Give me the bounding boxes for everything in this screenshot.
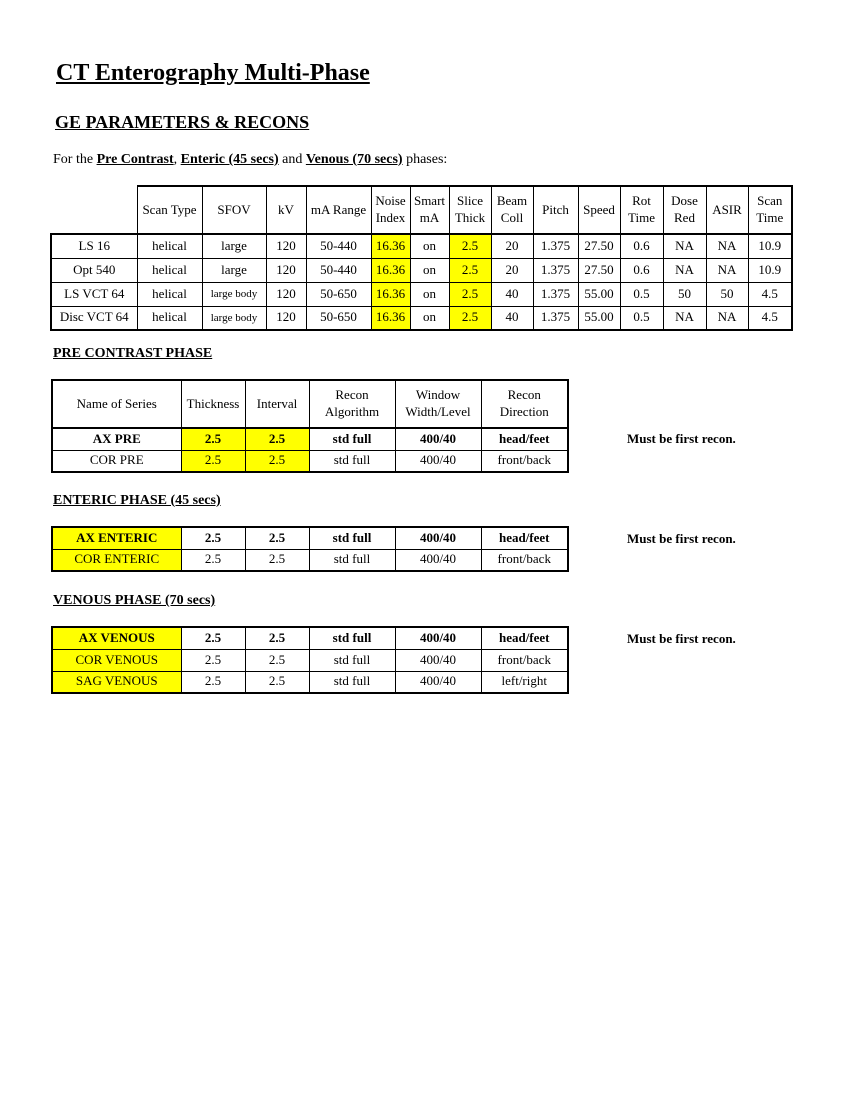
- section-title-pre-contrast: PRE CONTRAST PHASE: [53, 346, 213, 361]
- params-header-blank: [51, 186, 137, 234]
- params-header-cell: mA Range: [306, 186, 371, 234]
- params-cell: 120: [266, 258, 306, 282]
- recon-header-cell: Recon Algorithm: [309, 380, 395, 428]
- params-cell: 10.9: [748, 234, 792, 258]
- params-cell: 1.375: [533, 306, 578, 330]
- params-cell-slice-thick: 2.5: [449, 258, 491, 282]
- intro-and: and: [278, 152, 306, 167]
- params-cell: on: [410, 258, 449, 282]
- recon-row-cor-pre: [52, 450, 568, 472]
- params-cell-noise-index: 16.36: [371, 306, 410, 330]
- document-title: CT Enterography Multi-Phase: [56, 60, 370, 86]
- pre-contrast-table: [51, 379, 569, 473]
- recon-cell: 2.5: [245, 527, 309, 549]
- params-cell: 4.5: [748, 282, 792, 306]
- params-cell-slice-thick: 2.5: [449, 282, 491, 306]
- params-header-cell: Beam Coll: [491, 186, 533, 234]
- recon-cell: 2.5: [245, 627, 309, 649]
- recon-cell: std full: [309, 627, 395, 649]
- recon-cell: 400/40: [395, 627, 481, 649]
- params-cell: 4.5: [748, 306, 792, 330]
- recon-cell: 400/40: [395, 549, 481, 571]
- intro-venous: Venous (70 secs): [305, 152, 403, 167]
- intro-text: [53, 152, 447, 168]
- recon-row-cor-venous: [52, 649, 568, 671]
- intro-comma: ,: [173, 152, 181, 167]
- recon-header-row: [52, 380, 568, 428]
- params-cell: on: [410, 234, 449, 258]
- scanner-parameters-table: [50, 185, 793, 331]
- params-cell: 50-650: [306, 282, 371, 306]
- recon-row-ax-venous: [52, 627, 568, 649]
- params-cell: 50-440: [306, 234, 371, 258]
- params-cell: LS VCT 64: [51, 282, 137, 306]
- params-cell: Disc VCT 64: [51, 306, 137, 330]
- params-cell: LS 16: [51, 234, 137, 258]
- params-cell: on: [410, 282, 449, 306]
- recon-cell: COR ENTERIC: [52, 549, 181, 571]
- params-cell: NA: [706, 258, 748, 282]
- params-cell: NA: [706, 234, 748, 258]
- recon-cell: 400/40: [395, 428, 481, 450]
- intro-suffix: phases:: [402, 152, 448, 167]
- params-cell: 120: [266, 282, 306, 306]
- params-header-cell: Slice Thick: [449, 186, 491, 234]
- recon-cell: 2.5: [181, 627, 245, 649]
- recon-cell: 2.5: [245, 549, 309, 571]
- section-title-enteric: ENTERIC PHASE (45 secs): [53, 493, 221, 508]
- params-header-cell: ASIR: [706, 186, 748, 234]
- recon-cell: 2.5: [245, 450, 309, 472]
- recon-cell: AX PRE: [52, 428, 181, 450]
- params-header-cell: Pitch: [533, 186, 578, 234]
- params-header-row: [51, 186, 792, 234]
- recon-header-cell: Name of Series: [52, 380, 181, 428]
- params-cell: large: [202, 234, 266, 258]
- recon-header-cell: Window Width/Level: [395, 380, 481, 428]
- params-cell-slice-thick: 2.5: [449, 234, 491, 258]
- params-cell: 50-650: [306, 306, 371, 330]
- recon-cell: 2.5: [245, 649, 309, 671]
- params-row-disc-vct64: [51, 306, 792, 330]
- params-cell: 20: [491, 258, 533, 282]
- params-cell: 27.50: [578, 234, 620, 258]
- params-header-cell: SFOV: [202, 186, 266, 234]
- recon-cell: std full: [309, 527, 395, 549]
- params-header-cell: Rot Time: [620, 186, 663, 234]
- params-cell: large body: [202, 282, 266, 306]
- recon-cell: 400/40: [395, 671, 481, 693]
- recon-cell: 400/40: [395, 527, 481, 549]
- recon-cell: 2.5: [181, 428, 245, 450]
- recon-cell: head/feet: [481, 627, 568, 649]
- recon-cell: 2.5: [245, 671, 309, 693]
- params-cell: 40: [491, 306, 533, 330]
- params-cell: NA: [663, 306, 706, 330]
- recon-cell: 2.5: [181, 527, 245, 549]
- params-header-cell: Speed: [578, 186, 620, 234]
- params-cell-noise-index: 16.36: [371, 258, 410, 282]
- params-cell: helical: [137, 282, 202, 306]
- params-row-ls-vct64: [51, 282, 792, 306]
- intro-enteric: Enteric (45 secs): [180, 152, 279, 167]
- enteric-note: Must be first recon.: [627, 531, 736, 546]
- params-row-opt540: [51, 258, 792, 282]
- params-header-cell: Noise Index: [371, 186, 410, 234]
- params-cell: 0.5: [620, 306, 663, 330]
- params-cell: helical: [137, 306, 202, 330]
- params-cell: large body: [202, 306, 266, 330]
- params-cell: 40: [491, 282, 533, 306]
- params-cell: Opt 540: [51, 258, 137, 282]
- venous-table: [51, 626, 569, 694]
- recon-header-cell: Interval: [245, 380, 309, 428]
- recon-row-sag-venous: [52, 671, 568, 693]
- intro-prefix: For the: [53, 152, 97, 167]
- pre-contrast-note: Must be first recon.: [627, 431, 736, 446]
- recon-header-cell: Recon Direction: [481, 380, 568, 428]
- recon-cell: front/back: [481, 549, 568, 571]
- recon-cell: 2.5: [181, 450, 245, 472]
- recon-cell: AX ENTERIC: [52, 527, 181, 549]
- params-header-cell: Smart mA: [410, 186, 449, 234]
- recon-cell: SAG VENOUS: [52, 671, 181, 693]
- recon-cell: 2.5: [181, 671, 245, 693]
- params-row-ls16: [51, 234, 792, 258]
- params-cell: helical: [137, 258, 202, 282]
- recon-cell: head/feet: [481, 428, 568, 450]
- recon-row-cor-enteric: [52, 549, 568, 571]
- params-cell: 27.50: [578, 258, 620, 282]
- recon-row-ax-pre: [52, 428, 568, 450]
- recon-cell: AX VENOUS: [52, 627, 181, 649]
- recon-cell: front/back: [481, 450, 568, 472]
- venous-note: Must be first recon.: [627, 631, 736, 646]
- params-cell: 120: [266, 306, 306, 330]
- params-cell: 50: [663, 282, 706, 306]
- params-cell: NA: [663, 234, 706, 258]
- params-cell: NA: [706, 306, 748, 330]
- params-header-cell: Scan Time: [748, 186, 792, 234]
- params-cell-slice-thick: 2.5: [449, 306, 491, 330]
- recon-cell: 2.5: [245, 428, 309, 450]
- enteric-table: [51, 526, 569, 572]
- params-header-cell: Scan Type: [137, 186, 202, 234]
- recon-cell: std full: [309, 649, 395, 671]
- recon-cell: std full: [309, 428, 395, 450]
- params-cell: 0.6: [620, 258, 663, 282]
- params-cell: large: [202, 258, 266, 282]
- recon-cell: std full: [309, 671, 395, 693]
- recon-header-cell: Thickness: [181, 380, 245, 428]
- recon-cell: COR PRE: [52, 450, 181, 472]
- params-cell: 55.00: [578, 282, 620, 306]
- params-cell: 50-440: [306, 258, 371, 282]
- recon-cell: std full: [309, 450, 395, 472]
- recon-cell: front/back: [481, 649, 568, 671]
- params-cell: 0.6: [620, 234, 663, 258]
- recon-cell: head/feet: [481, 527, 568, 549]
- params-cell: on: [410, 306, 449, 330]
- params-cell: 1.375: [533, 282, 578, 306]
- recon-cell: 400/40: [395, 450, 481, 472]
- params-cell-noise-index: 16.36: [371, 282, 410, 306]
- params-cell: 120: [266, 234, 306, 258]
- params-cell: 50: [706, 282, 748, 306]
- recon-cell: COR VENOUS: [52, 649, 181, 671]
- recon-cell: 2.5: [181, 549, 245, 571]
- params-cell: 20: [491, 234, 533, 258]
- section-title-venous: VENOUS PHASE (70 secs): [53, 593, 216, 608]
- params-cell: 0.5: [620, 282, 663, 306]
- params-header-cell: kV: [266, 186, 306, 234]
- intro-pre-contrast: Pre Contrast: [96, 152, 174, 167]
- recon-cell: 400/40: [395, 649, 481, 671]
- params-cell: 10.9: [748, 258, 792, 282]
- recon-cell: std full: [309, 549, 395, 571]
- recon-cell: left/right: [481, 671, 568, 693]
- recon-cell: 2.5: [181, 649, 245, 671]
- params-header-cell: Dose Red: [663, 186, 706, 234]
- params-cell: helical: [137, 234, 202, 258]
- recon-row-ax-enteric: [52, 527, 568, 549]
- params-cell-noise-index: 16.36: [371, 234, 410, 258]
- params-cell: 1.375: [533, 258, 578, 282]
- document-subtitle: GE PARAMETERS & RECONS: [55, 112, 310, 132]
- params-cell: 1.375: [533, 234, 578, 258]
- params-cell: NA: [663, 258, 706, 282]
- params-cell: 55.00: [578, 306, 620, 330]
